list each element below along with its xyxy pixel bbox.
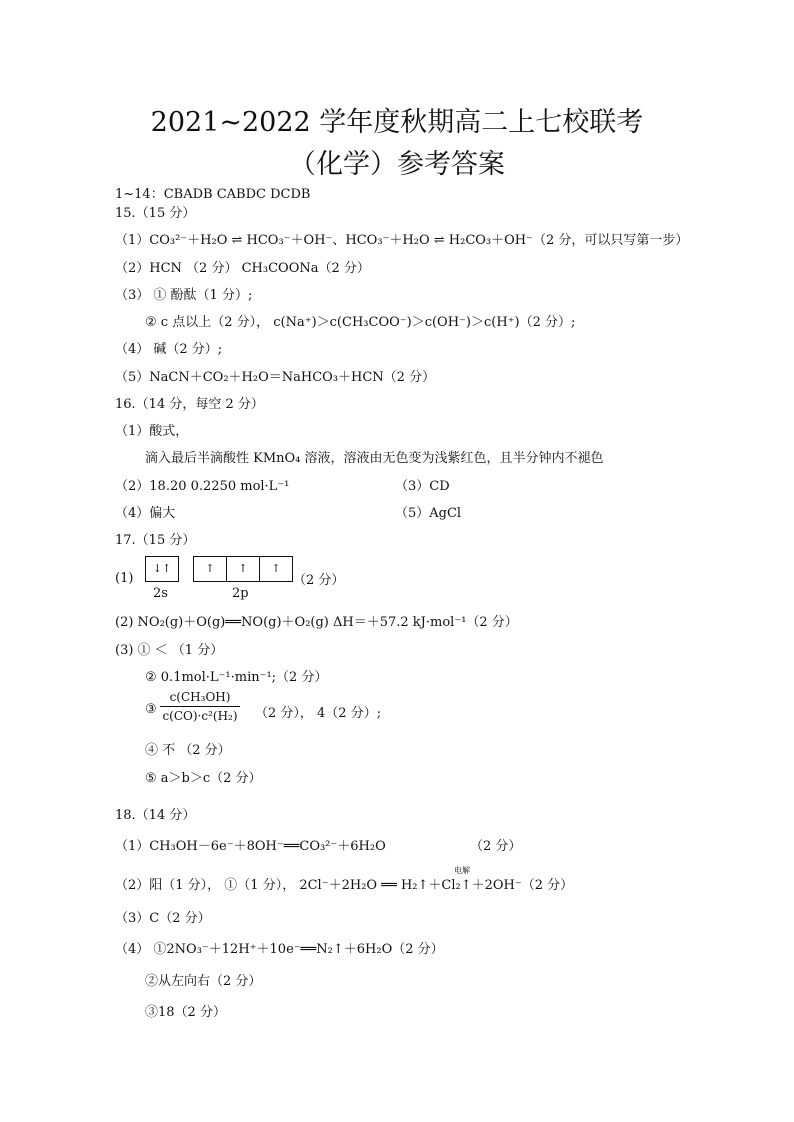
electrolysis-condition: 电解 xyxy=(454,866,470,875)
q16-head: 16.（14 分，每空 2 分） xyxy=(115,397,264,412)
q18-a1: （1）CH₃OH－6e⁻＋8OH⁻══CO₃²⁻＋6H₂O xyxy=(115,839,386,854)
mc-answers: 1~14：CBADB CABDC DCDB xyxy=(115,187,311,202)
fraction-numerator: c(CH₃OH) xyxy=(169,690,231,704)
q17-a3b: ② 0.1mol·L⁻¹·min⁻¹;（2 分） xyxy=(145,670,328,685)
q18-a3: （3）C（2 分） xyxy=(115,911,211,926)
page-subtitle: （化学）参考答案 xyxy=(289,149,505,180)
q15-a3a: （3） ① 酚酞（1 分）; xyxy=(115,288,253,303)
page-title: 2021~2022 学年度秋期高二上七校联考 xyxy=(150,107,644,138)
q18-a4a: （4） ①2NO₃⁻＋12H⁺＋10e⁻══N₂↑＋6H₂O（2 分） xyxy=(115,942,444,957)
q18-a4b: ②从左向右（2 分） xyxy=(145,974,262,989)
q18-head: 18.（14 分） xyxy=(115,808,196,823)
q18-a4c: ③18（2 分） xyxy=(145,1005,226,1020)
orbital-2s-label: 2s xyxy=(153,586,168,601)
q17-a1-score: （2 分） xyxy=(293,573,345,588)
q15-head: 15.（15 分） xyxy=(115,206,196,221)
orbital-2p-label: 2p xyxy=(232,586,249,601)
orbital-2p-arrow-2: ↑ xyxy=(238,562,248,575)
q17-a1-label: (1) xyxy=(115,571,134,586)
q18-a2: （2）阳（1 分）， ①（1 分）， 2Cl⁻＋2H₂O ══ H₂↑＋Cl₂↑＋2OH⁻（2 分） xyxy=(115,878,574,893)
fraction-denominator: c(CO)·c²(H₂) xyxy=(162,709,238,723)
q16-a5: （5）AgCl xyxy=(395,506,462,521)
orbital-2s-box xyxy=(145,556,179,582)
q17-head: 17.（15 分） xyxy=(115,533,196,548)
q15-a5: （5）NaCN＋CO₂＋H₂O＝NaHCO₃＋HCN（2 分） xyxy=(115,370,436,385)
q17-a3e: ⑤ a＞b＞c（2 分） xyxy=(145,771,262,786)
q16-a4: （4）偏大 xyxy=(115,506,176,521)
q16-a1: （1）酸式， xyxy=(115,424,189,439)
q18-a1-score: （2 分） xyxy=(470,839,522,854)
orbital-2p-arrow-3: ↑ xyxy=(271,562,281,575)
q16-a1b: 滴入最后半滴酸性 KMnO₄ 溶液，溶液由无色变为浅紫红色，且半分钟内不褪色 xyxy=(145,451,604,466)
q15-a1: （1）CO₃²⁻＋H₂O ⇌ HCO₃⁻＋OH⁻、HCO₃⁻＋H₂O ⇌ H₂CO₃＋OH⁻（2 分，可以只写第一步） xyxy=(115,233,689,248)
q16-a2: （2）18.20 0.2250 mol·L⁻¹ xyxy=(115,479,290,494)
q17-a3c-rest: （2 分）， 4（2 分）; xyxy=(255,706,382,721)
q16-a3: （3）CD xyxy=(395,479,450,494)
orbital-2s-arrows: ↓↑ xyxy=(152,562,172,575)
equilibrium-constant-fraction xyxy=(160,690,240,723)
orbital-2p-box xyxy=(193,556,293,582)
q17-a2: (2) NO₂(g)＋O(g)══NO(g)＋O₂(g) ΔH＝＋57.2 kJ·mol⁻¹（2 分） xyxy=(115,615,518,630)
q15-a3b: ② c 点以上（2 分）， c(Na⁺)＞c(CH₃COO⁻)＞c(OH⁻)＞c(H⁺)（2 分）; xyxy=(145,315,576,330)
q17-a3c-marker: ③ xyxy=(145,702,157,717)
q15-a4: （4） 碱（2 分）; xyxy=(115,342,223,357)
orbital-2p-arrow-1: ↑ xyxy=(205,562,215,575)
q17-a3d: ④ 不 （2 分） xyxy=(145,743,231,758)
q17-a3a: (3) ① ＜ （1 分） xyxy=(115,643,224,658)
q15-a2: （2）HCN （2 分） CH₃COONa（2 分） xyxy=(115,261,370,276)
